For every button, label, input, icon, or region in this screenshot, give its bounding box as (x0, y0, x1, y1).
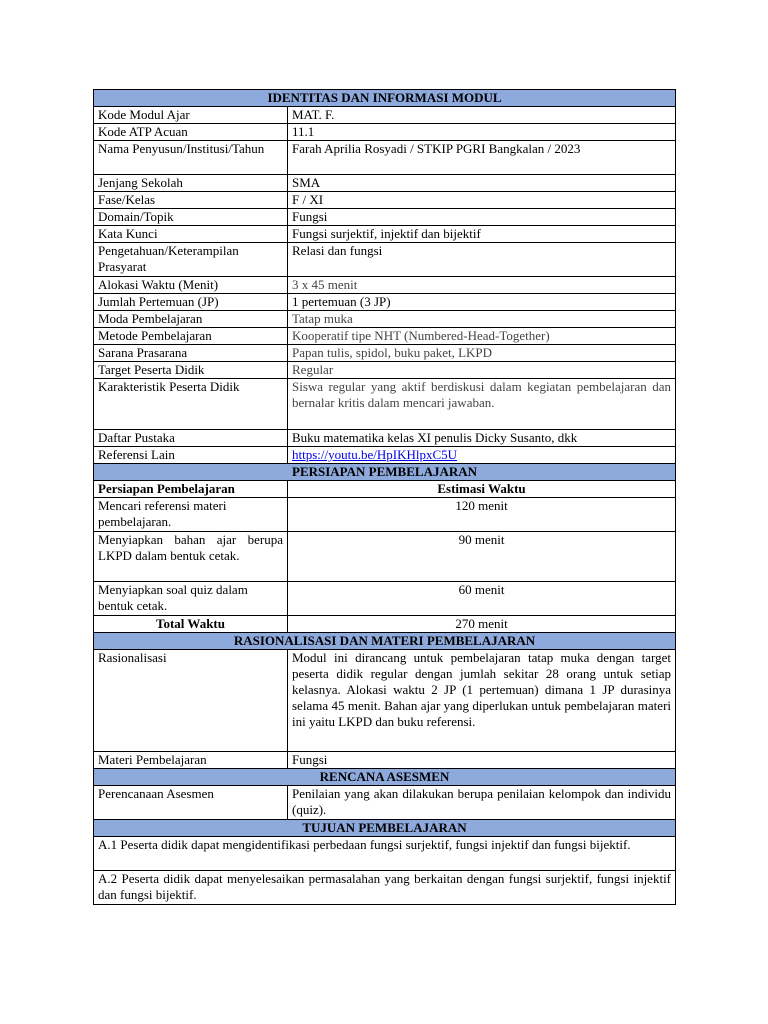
table-row-total (94, 616, 676, 633)
row-value: 11.1 (288, 124, 676, 141)
table-row (94, 786, 676, 820)
row-label: Kode ATP Acuan (94, 124, 288, 141)
row-value: F / XI (288, 192, 676, 209)
persiapan-time: 120 menit (288, 498, 676, 532)
row-value: Relasi dan fungsi (288, 243, 676, 277)
persiapan-task: Mencari referensi materi pembelajaran. (94, 498, 288, 532)
row-label: Kata Kunci (94, 226, 288, 243)
table-row (94, 447, 676, 464)
table-row (94, 277, 676, 294)
row-value: Siswa regular yang aktif berdiskusi dalam kegiatan pembelajaran dan bernalar kritis dalam mencari jawaban. (288, 379, 676, 430)
row-value: Regular (288, 362, 676, 379)
persiapan-time: 90 menit (288, 532, 676, 582)
section-header-persiapan: PERSIAPAN PEMBELAJARAN (94, 464, 676, 481)
total-waktu-label: Total Waktu (94, 616, 288, 633)
rasionalisasi-label: Rasionalisasi (94, 650, 288, 752)
table-row (94, 141, 676, 175)
section-header-tujuan: TUJUAN PEMBELAJARAN (94, 820, 676, 837)
row-label: Pengetahuan/Keterampilan Prasyarat (94, 243, 288, 277)
table-row (94, 311, 676, 328)
row-value: 1 pertemuan (3 JP) (288, 294, 676, 311)
table-row (94, 837, 676, 871)
section-header-rasionalisasi: RASIONALISASI DAN MATERI PEMBELAJARAN (94, 633, 676, 650)
persiapan-time: 60 menit (288, 582, 676, 616)
row-label: Moda Pembelajaran (94, 311, 288, 328)
row-value: 3 x 45 menit (288, 277, 676, 294)
table-row (94, 328, 676, 345)
row-label: Nama Penyusun/Institusi/Tahun (94, 141, 288, 175)
row-value: Farah Aprilia Rosyadi / STKIP PGRI Bangkalan / 2023 (288, 141, 676, 175)
table-row (94, 379, 676, 430)
section-header-identitas: IDENTITAS DAN INFORMASI MODUL (94, 90, 676, 107)
table-row (94, 107, 676, 124)
row-value: Tatap muka (288, 311, 676, 328)
asesmen-label: Perencanaan Asesmen (94, 786, 288, 820)
row-label: Kode Modul Ajar (94, 107, 288, 124)
table-row (94, 209, 676, 226)
row-label: Alokasi Waktu (Menit) (94, 277, 288, 294)
table-row (94, 175, 676, 192)
row-value: MAT. F. (288, 107, 676, 124)
row-label: Target Peserta Didik (94, 362, 288, 379)
row-label: Jumlah Pertemuan (JP) (94, 294, 288, 311)
row-label: Domain/Topik (94, 209, 288, 226)
materi-label: Materi Pembelajaran (94, 752, 288, 769)
table-row (94, 345, 676, 362)
asesmen-value: Penilaian yang akan dilakukan berupa penilaian kelompok dan individu (quiz). (288, 786, 676, 820)
table-row (94, 498, 676, 532)
row-value: Kooperatif tipe NHT (Numbered-Head-Together) (288, 328, 676, 345)
column-header-estimasi: Estimasi Waktu (288, 481, 676, 498)
module-table (93, 89, 676, 905)
row-label: Referensi Lain (94, 447, 288, 464)
row-value: Papan tulis, spidol, buku paket, LKPD (288, 345, 676, 362)
persiapan-task: Menyiapkan soal quiz dalam bentuk cetak. (94, 582, 288, 616)
section-header-asesmen: RENCANA ASESMEN (94, 769, 676, 786)
table-row (94, 532, 676, 582)
table-row (94, 192, 676, 209)
table-row (94, 650, 676, 752)
table-header-row (94, 481, 676, 498)
row-label: Sarana Prasarana (94, 345, 288, 362)
table-row (94, 752, 676, 769)
table-row (94, 243, 676, 277)
persiapan-task: Menyiapkan bahan ajar berupa LKPD dalam bentuk cetak. (94, 532, 288, 582)
table-row (94, 582, 676, 616)
row-label: Metode Pembelajaran (94, 328, 288, 345)
rasionalisasi-text: Modul ini dirancang untuk pembelajaran tatap muka dengan target peserta didik regular dengan jumlah sekitar 28 orang untuk setiap kelasnya. Alokasi waktu 2 JP (1 pertemuan) dimana 1 JP durasinya selama 45 menit. Bahan ajar yang diperlukan untuk pembelajaran materi ini yaitu LKPD dan buku referensi. (288, 650, 676, 752)
referensi-link[interactable]: https://youtu.be/HpIKHlpxC5U (292, 447, 458, 462)
row-value: Fungsi (288, 209, 676, 226)
column-header-persiapan: Persiapan Pembelajaran (94, 481, 288, 498)
table-row (94, 124, 676, 141)
row-label: Fase/Kelas (94, 192, 288, 209)
materi-value: Fungsi (288, 752, 676, 769)
row-value: SMA (288, 175, 676, 192)
table-row (94, 362, 676, 379)
row-value: Buku matematika kelas XI penulis Dicky Susanto, dkk (288, 430, 676, 447)
table-row (94, 294, 676, 311)
tujuan-item: A.2 Peserta didik dapat menyelesaikan permasalahan yang berkaitan dengan fungsi surjektif, fungsi injektif dan fungsi bijektif. (94, 871, 676, 905)
row-label: Daftar Pustaka (94, 430, 288, 447)
total-waktu-value: 270 menit (288, 616, 676, 633)
row-label: Jenjang Sekolah (94, 175, 288, 192)
table-row (94, 871, 676, 905)
row-value: Fungsi surjektif, injektif dan bijektif (288, 226, 676, 243)
table-row (94, 430, 676, 447)
tujuan-item: A.1 Peserta didik dapat mengidentifikasi perbedaan fungsi surjektif, fungsi injektif dan fungsi bijektif. (94, 837, 676, 871)
row-label: Karakteristik Peserta Didik (94, 379, 288, 430)
table-row (94, 226, 676, 243)
